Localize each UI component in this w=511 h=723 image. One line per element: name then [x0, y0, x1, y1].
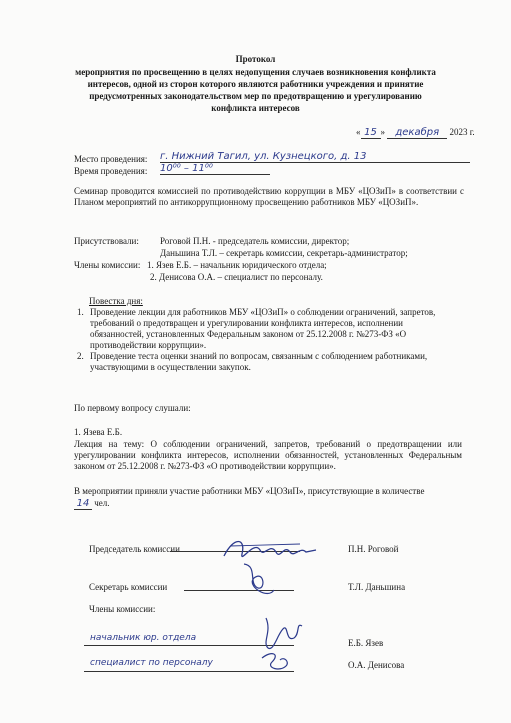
- time-label: Время проведения:: [74, 166, 148, 176]
- subtitle-line-3: предусмотренных законодательством мер по предотвращению и урегулированию: [89, 91, 422, 101]
- member2-handwritten-title: специалист по персоналу: [90, 658, 213, 668]
- speaker: 1. Язева Е.Б.: [74, 427, 123, 437]
- secretary-signature: [238, 560, 278, 604]
- secretary-label: Секретарь комиссии: [89, 582, 168, 592]
- document-title: Протокол: [235, 54, 276, 64]
- subtitle-line-1: мероприятия по просвещению в целях недопущения случаев возникновения конфликта: [75, 67, 436, 77]
- agenda-label: Повестка дня:: [89, 296, 143, 306]
- date-month: декабря: [387, 127, 447, 139]
- place-label: Место проведения:: [74, 154, 148, 164]
- attendance-count-line: [74, 498, 110, 510]
- first-question: По первому вопросу слушали:: [74, 403, 191, 413]
- chair-name: П.Н. Роговой: [348, 544, 399, 554]
- date-close-quote: »: [380, 127, 385, 137]
- present-secretary: Даньшина Т.Л. – секретарь комиссии, секретарь-администратор;: [160, 248, 408, 258]
- subtitle-line-4: конфликта интересов: [211, 103, 300, 113]
- date-year: 2023 г.: [449, 127, 475, 137]
- member1-handwritten-title: начальник юр. отдела: [90, 633, 197, 643]
- present-label: Присутствовали:: [74, 236, 139, 246]
- agenda-item: 2. Проведение теста оценки знаний по вопросам, связанным с соблюдением работниками, участвующими в осуществлении закупок.: [77, 351, 428, 372]
- agenda-item-text: Проведение лекции для работников МБУ «ЦОЗиП» о соблюдении ограничений, запретов, требований о предотвращен и урегулировании конфликта интересов, исполнении обязанностей, установленных Федеральным законом от 25.12.2008 г. №273-ФЗ «О противодействии коррупции».: [90, 307, 436, 350]
- present-member-2: 2. Денисова О.А. – специалист по персоналу.: [150, 272, 323, 282]
- present-member-1: 1. Язев Е.Б. – начальник юридического отдела;: [147, 260, 327, 270]
- secretary-name: Т.Л. Даньшина: [348, 582, 406, 592]
- agenda-item-text: Проведение теста оценки знаний по вопросам, связанным с соблюдением работниками, участвующими в осуществлении закупок.: [90, 351, 428, 372]
- member2-signature: [258, 648, 292, 678]
- subtitle-line-2: интересов, одной из сторон которого являются работники учреждения и принятие: [87, 79, 424, 89]
- lecture-paragraph: Лекция на тему: О соблюдении ограничений, запретов, требований о предотвращении или урегулировании конфликта интересов, исполнении обязанностей, установленных Федеральным законом от 25.12.2008 г. №273-ФЗ «О противодействии коррупции».: [74, 439, 462, 471]
- document-date: [356, 127, 475, 139]
- chair-label: Председатель комиссии: [89, 544, 180, 554]
- date-open-quote: «: [356, 127, 361, 137]
- attendance-suffix: чел.: [94, 498, 110, 508]
- member2-name: О.А. Денисова: [348, 660, 405, 670]
- members-signature-label: Члены комиссии:: [89, 604, 156, 614]
- time-value: 10⁰⁰ – 11⁰⁰: [160, 163, 270, 175]
- present-chair: Роговой П.Н. - председатель комиссии, директор;: [160, 236, 350, 246]
- agenda-list: [66, 307, 458, 373]
- attendance-count: 14: [74, 498, 92, 510]
- agenda-item: 1. Проведение лекции для работников МБУ «ЦОЗиП» о соблюдении ограничений, запретов, требований о предотвращен и урегулировании конфликта интересов, исполнении обязанностей, установленных Федеральным законом от 25.12.2008 г. №273-ФЗ «О противодействии коррупции».: [77, 307, 436, 350]
- attendance-text: В мероприятии приняли участие работники МБУ «ЦОЗиП», присутствующие в количестве: [74, 486, 425, 496]
- date-day: 15: [361, 127, 381, 139]
- place-value: г. Нижний Тагил, ул. Кузнецкого, д. 13: [160, 151, 470, 163]
- member1-name: Е.Б. Язев: [348, 638, 384, 648]
- intro-paragraph: Семинар проводится комиссией по противодействию коррупции в МБУ «ЦОЗиП» в соответствии с Планом мероприятий по антикоррупционному просвещению работников МБУ «ЦОЗиП».: [74, 186, 464, 207]
- members-label: Члены комиссии:: [74, 260, 141, 270]
